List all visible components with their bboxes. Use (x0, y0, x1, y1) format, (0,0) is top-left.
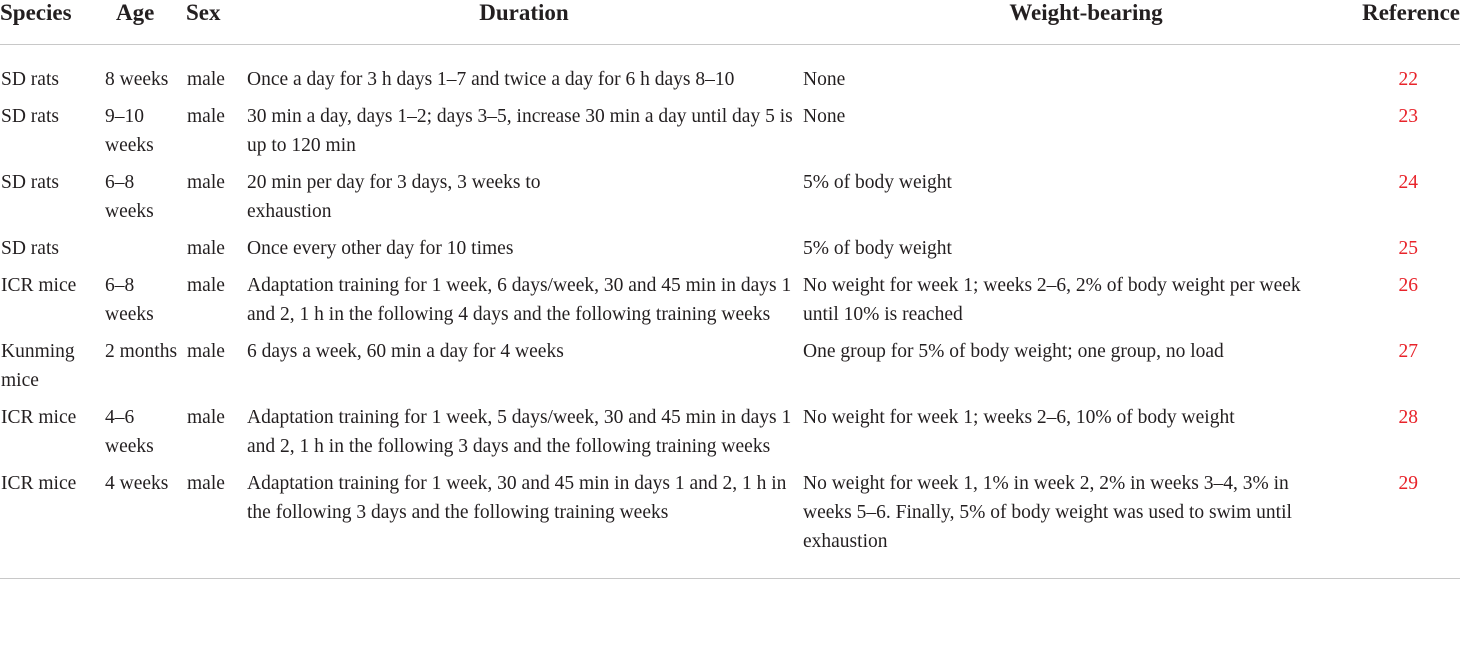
cell-sex: male (187, 407, 225, 428)
reference-link[interactable]: 25 (1398, 238, 1418, 259)
cell-species: SD rats (1, 172, 59, 193)
cell-sex: male (187, 275, 225, 296)
cell-duration: Adaptation training for 1 week, 30 and 45 min in days 1 and 2, 1 h in the following 3 days and the following training weeks (246, 469, 802, 579)
header-sex: Sex (186, 0, 246, 45)
cell-species: SD rats (1, 238, 59, 259)
cell-age: 8 weeks (105, 69, 169, 90)
header-species: Species (0, 0, 102, 45)
table-row (0, 45, 1460, 103)
cell-duration: 20 min per day for 3 days, 3 weeks to exhaustion (247, 172, 541, 222)
reference-link[interactable]: 22 (1398, 69, 1418, 90)
cell-age: 6–8 weeks (105, 275, 154, 325)
cell-age (102, 234, 186, 271)
cell-species: Kunming mice (1, 341, 75, 391)
reference-link[interactable]: 24 (1398, 172, 1418, 193)
cell-duration: Once a day for 3 h days 1–7 and twice a day for 6 h days 8–10 (247, 69, 735, 90)
reference-link[interactable]: 28 (1398, 407, 1418, 428)
table-row (0, 469, 1460, 579)
header-age: Age (102, 0, 186, 45)
cell-age: 2 months (105, 341, 178, 362)
cell-sex: male (187, 341, 225, 362)
reference-link[interactable]: 26 (1398, 275, 1418, 296)
table-row (0, 234, 1460, 271)
cell-sex: male (186, 469, 246, 579)
table-row (0, 168, 1460, 234)
cell-duration: 30 min a day, days 1–2; days 3–5, increase 30 min a day until day 5 is up to 120 min (247, 106, 793, 156)
cell-weight-bearing: None (803, 69, 846, 90)
header-duration: Duration (246, 0, 802, 45)
table-row (0, 102, 1460, 168)
cell-species: ICR mice (1, 407, 77, 428)
cell-age: 6–8 weeks (105, 172, 154, 222)
cell-species: SD rats (1, 69, 59, 90)
cell-duration: Adaptation training for 1 week, 5 days/week, 30 and 45 min in days 1 and 2, 1 h in the following 3 days and the following training weeks (247, 407, 792, 457)
cell-weight-bearing: No weight for week 1, 1% in week 2, 2% in weeks 3–4, 3% in weeks 5–6. Finally, 5% of body weight was used to swim until exhaustion (802, 469, 1348, 579)
cell-weight-bearing: No weight for week 1; weeks 2–6, 10% of body weight (803, 407, 1235, 428)
table-header-row (0, 0, 1460, 45)
table-row (0, 403, 1460, 469)
cell-duration: Once every other day for 10 times (247, 238, 514, 259)
cell-weight-bearing: None (803, 106, 846, 127)
table-row (0, 271, 1460, 337)
cell-weight-bearing: No weight for week 1; weeks 2–6, 2% of body weight per week until 10% is reached (803, 275, 1301, 325)
table-row (0, 337, 1460, 403)
header-weight-bearing: Weight-bearing (802, 0, 1348, 45)
cell-species: ICR mice (1, 275, 77, 296)
cell-weight-bearing: 5% of body weight (803, 238, 952, 259)
cell-age: 4 weeks (102, 469, 186, 579)
cell-weight-bearing: 5% of body weight (803, 172, 952, 193)
header-reference: Reference (1348, 0, 1460, 45)
reference-link[interactable]: 29 (1348, 469, 1460, 579)
cell-weight-bearing: One group for 5% of body weight; one group, no load (803, 341, 1224, 362)
cell-age: 4–6 weeks (105, 407, 154, 457)
cell-sex: male (187, 106, 225, 127)
cell-duration: Adaptation training for 1 week, 6 days/week, 30 and 45 min in days 1 and 2, 1 h in the following 4 days and the following training weeks (247, 275, 792, 325)
cell-sex: male (187, 172, 225, 193)
cell-species: SD rats (1, 106, 59, 127)
cell-sex: male (187, 238, 225, 259)
cell-duration: 6 days a week, 60 min a day for 4 weeks (247, 341, 564, 362)
reference-link[interactable]: 27 (1398, 341, 1418, 362)
reference-link[interactable]: 23 (1398, 106, 1418, 127)
cell-sex: male (187, 69, 225, 90)
cell-species: ICR mice (0, 469, 102, 579)
cell-age: 9–10 weeks (105, 106, 154, 156)
